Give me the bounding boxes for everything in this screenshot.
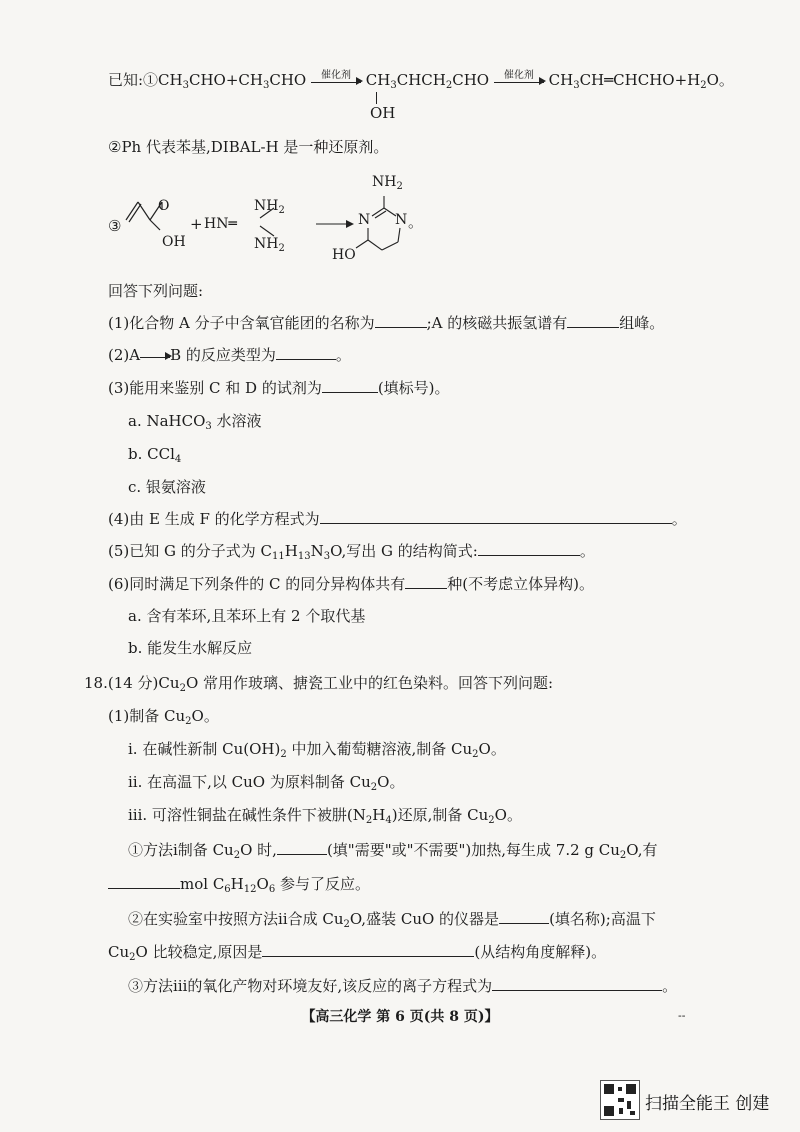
page-footer: 【高三化学 第 6 页(共 8 页)】	[301, 1009, 499, 1025]
label-product-nh2: $NH_2$	[372, 174, 403, 192]
q18-part-1: (1)制备 $Cu_2O$。	[108, 707, 219, 727]
answer-blank[interactable]	[375, 313, 427, 328]
label-n-left: N	[358, 212, 371, 228]
reaction-arrow: 催化剂	[311, 80, 361, 83]
question-3: (3)能用来鉴别 C 和 D 的试剂为 (填标号)。	[108, 379, 450, 397]
answer-blank[interactable]	[277, 840, 327, 855]
subquestion-2: ②在实验室中按照方法ⅱ合成 $Cu_2O$,盛装 CuO 的仪器是 (填名称);高温下	[128, 910, 656, 930]
answer-blank[interactable]	[478, 541, 580, 556]
question-18-header: 18.(14 分)$Cu_2O$ 常用作玻璃、搪瓷工业中的红色染料。回答下列问题:	[84, 674, 554, 694]
answer-blank[interactable]	[276, 345, 336, 360]
question-4: (4)由 E 生成 F 的化学方程式为 。	[108, 510, 687, 528]
answer-blank[interactable]	[108, 874, 180, 889]
intro-text: 回答下列问题:	[108, 282, 204, 300]
condition-b: b. 能发生水解反应	[128, 639, 253, 657]
option-c: c. 银氨溶液	[128, 478, 206, 496]
question-5: (5)已知 G 的分子式为 $C_{11}H_{13}N_3O$,写出 G 的结构简式: 。	[108, 542, 595, 562]
question-2: (2)A B 的反应类型为 。	[108, 346, 351, 364]
footer-dash: --	[678, 1009, 686, 1022]
option-a: a. NaHCO$_3$ 水溶液	[128, 412, 262, 432]
reaction-arrow	[140, 355, 170, 358]
subquestion-2-cont: $Cu_2O$ 比较稳定,原因是 (从结构角度解释)。	[108, 943, 607, 963]
acrylic-acid-structure	[126, 202, 162, 230]
condition-a: a. 含有苯环,且苯环上有 2 个取代基	[128, 607, 366, 625]
label-nh2-top: $NH_2$	[254, 198, 285, 216]
label-hn: HN═	[204, 216, 237, 232]
subquestion-3: ③方法ⅲ的氧化产物对环境友好,该反应的离子方程式为 。	[128, 977, 678, 995]
scanner-watermark: 扫描全能王 创建	[645, 1094, 770, 1114]
answer-blank[interactable]	[405, 574, 447, 589]
question-6: (6)同时满足下列条件的 C 的同分异构体共有 种(不考虑立体异构)。	[108, 575, 594, 593]
label-o: O	[158, 198, 170, 214]
subquestion-1-cont: mol $C_6H_{12}O_6$ 参与了反应。	[108, 874, 370, 900]
label-ho: HO	[332, 247, 356, 263]
qr-code-icon	[600, 1080, 640, 1120]
answer-blank[interactable]	[567, 313, 619, 328]
subquestion-1: ①方法ⅰ制备 $Cu_2O$ 时, (填"需要"或"不需要")加热,每生成 7.2 g $Cu_2O$,有	[128, 841, 658, 861]
question-1: (1)化合物 A 分子中含氧官能团的名称为 ;A 的核磁共振氢谱有 组峰。	[108, 314, 665, 332]
answer-blank[interactable]	[262, 942, 474, 957]
answer-blank[interactable]	[320, 509, 672, 524]
method-ii: ⅱ. 在高温下,以 CuO 为原料制备 $Cu_2O$。	[128, 773, 405, 793]
oh-group: OH	[370, 104, 396, 122]
answer-blank[interactable]	[322, 378, 378, 393]
period: 。	[408, 213, 424, 231]
option-b: b. CCl$_4$	[128, 445, 182, 465]
reaction-arrow: 催化剂	[494, 80, 544, 83]
answer-blank[interactable]	[499, 909, 549, 924]
label-nh2-bottom: $NH_2$	[254, 236, 285, 254]
method-iii: ⅲ. 可溶性铜盐在碱性条件下被肼$(N_2H_4)$还原,制备 $Cu_2O$。	[128, 806, 522, 826]
plus-sign: +	[190, 215, 203, 233]
answer-blank[interactable]	[492, 976, 662, 991]
label-oh: OH	[162, 234, 186, 250]
label-n-right: N	[395, 212, 408, 228]
known-item-3-number: ③	[108, 217, 122, 235]
known-reaction-1: 已知$:①CH_3CHO+CH_3CHO$ 催化剂 $CH_3CHCH_2CHO$ 催化剂 $CH_3CH═CHCHO+H_2O$。	[108, 69, 734, 91]
method-i: ⅰ. 在碱性新制 $Cu(OH)_2$ 中加入葡萄糖溶液,制备 $Cu_2O$。	[128, 740, 506, 760]
known-item-2: ②Ph 代表苯基,DIBAL-H 是一种还原剂。	[108, 138, 389, 156]
